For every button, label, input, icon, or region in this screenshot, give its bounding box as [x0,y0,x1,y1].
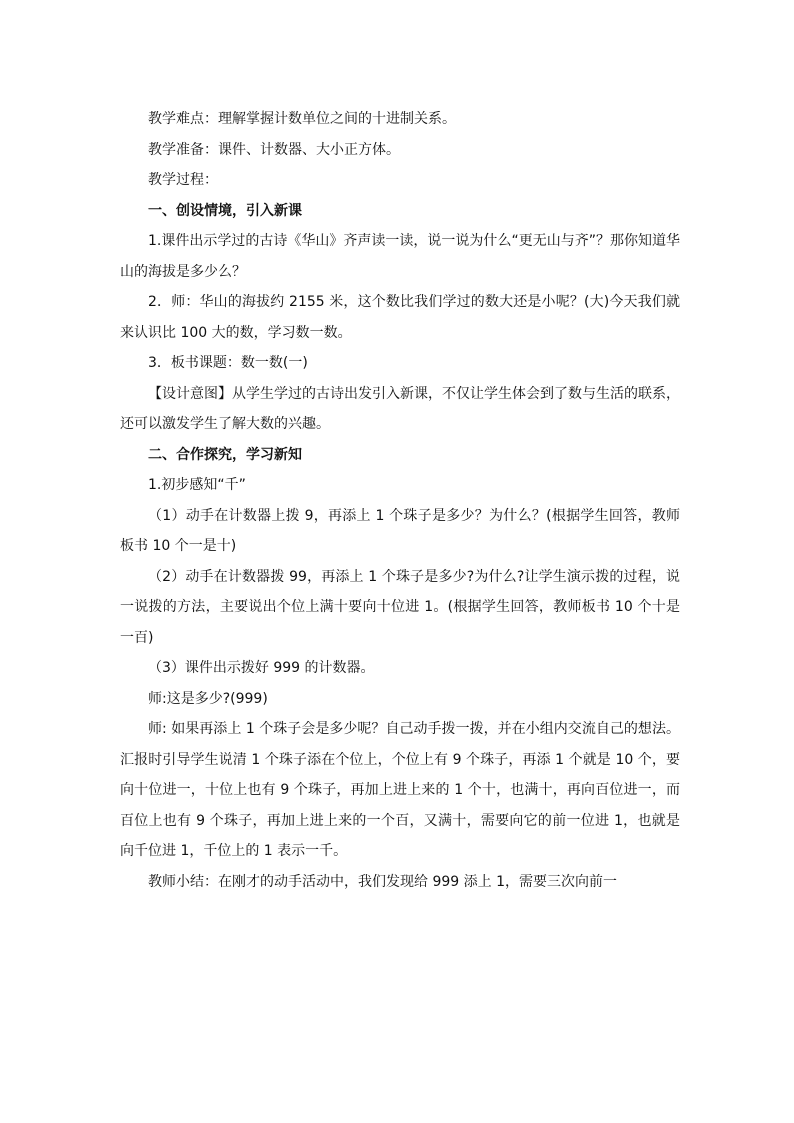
paragraph-teaching-process: 教学过程： [148,172,218,188]
section-heading-one: 一、创设情境，引入新课 [148,202,302,219]
section-heading-two: 二、合作探究，学习新知 [148,446,302,463]
paragraph-step-3: （3）课件出示拨好 999 的计数器。 [148,660,375,676]
paragraph-teacher-explanation: 师: 如果再添上 1 个珠子会是多少呢？自己动手拨一拨，并在小组内交流自己的想法。汇报时引导学生说清 1 个珠子添在个位上，个位上有 9 个珠子，再添 1 个就是 10 个，要向十位进一，十位上也有 9 个珠子，再加上进上来的 1 个十，也满十，再向百位进一，而百位上也有 9 个珠子，再加上进上来的一个百，又满十，需要向它的前一位进 1，也就是向千位进 1，千位上的 1 表示一千。 [120,721,680,859]
paragraph-perceive-thousand: 1.初步感知“千” [148,477,246,493]
paragraph-intro-2: 2．师：华山的海拔约 2155 米，这个数比我们学过的数大还是小呢？(大)今天我们就来认识比 100 大的数，学习数一数。 [120,294,680,341]
paragraph-teacher-question: 师:这是多少?(999) [148,690,268,707]
paragraph-design-intent: 【设计意图】从学生学过的古诗出发引入新课，不仅让学生体会到了数与生活的联系，还可以激发学生了解大数的兴趣。 [120,385,680,432]
document-body [120,104,680,897]
paragraph-teacher-summary: 教师小结：在刚才的动手活动中，我们发现给 999 添上 1，需要三次向前一 [148,873,617,890]
paragraph-step-2: （2）动手在计数器拨 99，再添上 1 个珠子是多少?为什么?让学生演示拨的过程，说一说拨的方法，主要说出个位上满十要向十位进 1。(根据学生回答，教师板书 10 个十是一百) [120,568,680,646]
paragraph-intro-3: 3．板书课题：数一数(一) [148,355,308,371]
paragraph-teaching-difficulty: 教学难点：理解掌握计数单位之间的十进制关系。 [148,111,456,127]
paragraph-teaching-preparation: 教学准备：课件、计数器、大小正方体。 [148,141,400,158]
paragraph-step-1: （1）动手在计数器上拨 9，再添上 1 个珠子是多少？为什么？(根据学生回答，教师板书 10 个一是十) [120,507,680,554]
paragraph-intro-1: 1.课件出示学过的古诗《华山》齐声读一读，说一说为什么“更无山与齐”？那你知道华山的海拔是多少么？ [120,233,680,280]
